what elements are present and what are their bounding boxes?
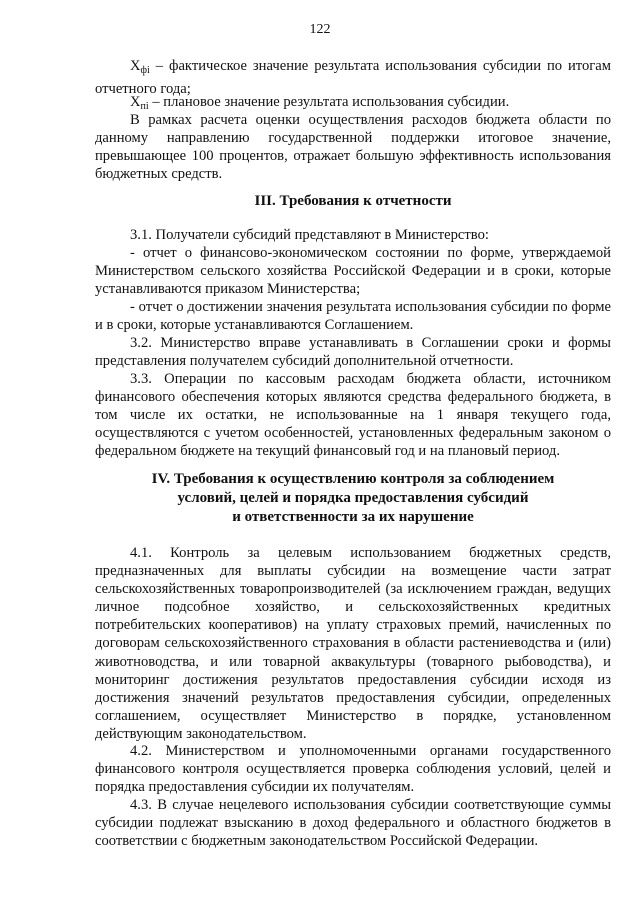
page-number: 122 bbox=[309, 22, 331, 37]
estimate-paragraph: В рамках расчета оценки осуществления расходов бюджета области по данному направлению государственной поддержки итоговое значение, превышающее 100 процентов, отражает большую эффективность использования бюджетных средств. bbox=[95, 112, 611, 183]
paragraph-3-2: 3.2. Министерство вправе устанавливать в Соглашении сроки и формы представления получателем субсидий дополнительной отчетности. bbox=[95, 335, 611, 370]
section-3-heading: III. Требования к отчетности bbox=[254, 193, 452, 209]
paragraph-4-2: 4.2. Министерством и уполномоченными органами государственного финансового контроля осуществляется проверка соблюдения условий, целей и порядка предоставления субсидии их получателям. bbox=[95, 743, 611, 796]
section-4-heading-line-1: IV. Требования к осуществлению контроля за соблюдением bbox=[151, 471, 555, 487]
paragraph-3-1: 3.1. Получатели субсидий представляют в Министерство: bbox=[130, 227, 489, 243]
paragraph-4-3: 4.3. В случае нецелевого использования субсидии соответствующие суммы субсидии подлежат взысканию в доход федерального и областного бюджетов в соответствии с бюджетным законодательством Российской Федерации. bbox=[95, 797, 611, 850]
xp-subscript: пi bbox=[140, 101, 149, 112]
section-4-heading-line-2: условий, целей и порядка предоставления субсидий bbox=[177, 490, 529, 506]
xf-definition: $X_{фi}$ – фактическое значение результата использования субсидии по итогам отчетного года; bbox=[95, 58, 611, 98]
paragraph-3-1-b: - отчет о достижении значения результата использования субсидии по форме и в сроки, которые устанавливаются Соглашением. bbox=[95, 299, 611, 334]
xp-definition: $X_{пi}$ – плановое значение результата использования субсидии. bbox=[130, 94, 510, 112]
xf-definition-text: – фактическое значение результата использования субсидии по итогам отчетного года; bbox=[95, 58, 611, 98]
xp-definition-text: – плановое значение результата использования субсидии. bbox=[148, 94, 510, 110]
paragraph-4-1: 4.1. Контроль за целевым использованием бюджетных средств, предназначенных для выплаты субсидии на возмещение части затрат сельскохозяйственных товаропроизводителей (за исключением граждан, ведущих личное подсобное хозяйство, и сельскохозяйственных кредитных потребительских кооперативов) на уплату страховых премий, начисленных по договорам сельскохозяйственного страхования в области растениеводства и (или) животноводства, и или товарной аквакультуры (товарного рыбоводства), и мониторинг достижения результатов предоставления субсидии исходя из достижения значений результатов предоставления субсидии, определенных соглашением, осуществляет Министерство в порядке, установленном действующим законодательством. bbox=[95, 545, 611, 742]
paragraph-3-3: 3.3. Операции по кассовым расходам бюджета области, источником финансового обеспечения которых являются средства федерального бюджета, в том числе их остатки, не использованные на 1 января текущего года, осуществляются с учетом особенностей, установленных федеральным законом о федеральном бюджете на текущий финансовый год и на плановый период. bbox=[95, 371, 611, 460]
section-4-heading-line-3: и ответственности за их нарушение bbox=[232, 509, 474, 525]
xf-subscript: фi bbox=[140, 65, 150, 76]
paragraph-3-1-a: - отчет о финансово-экономическом состоянии по форме, утверждаемой Министерством сельского хозяйства Российской Федерации и в сроки, которые устанавливаются приказом Министерства; bbox=[95, 245, 611, 298]
